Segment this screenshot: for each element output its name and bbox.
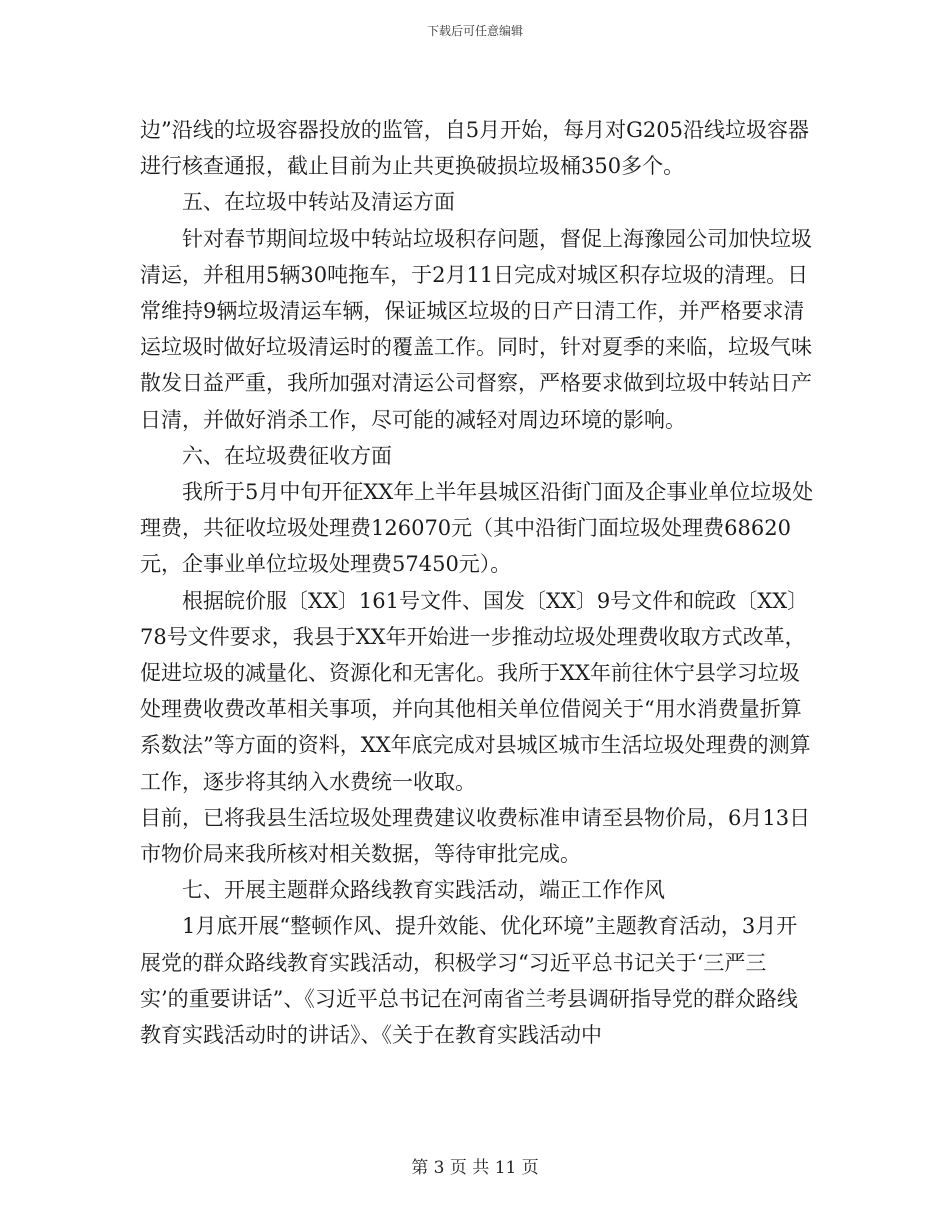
paragraph-fee-reform: 根据皖价服〔XX〕161号文件、国发〔XX〕9号文件和皖政〔XX〕78号文件要求，我县于XX年开始进一步推动垃圾处理费收取方式改革，促进垃圾的减量化、资源化和无害化。我所于XX年前往休宁县学习垃圾处理费收费改革相关事项，并向其他相关单位借阅关于“用水消费量折算系数法”等方面的资料，XX年底完成对县城区城市生活垃圾处理费的测算工作，逐步将其纳入水费统一收取。 (140, 588, 811, 794)
paragraph-education-activity: 1月底开展“整顿作风、提升效能、优化环境”主题教育活动，3月开展党的群众路线教育实践活动，积极学习“习近平总书记关于‘三严三实’的重要讲话”、《习近平总书记在河南省兰考县调研指导党的群众路线教育实践活动时的讲话》、《关于在教育实践活动中 (140, 914, 798, 1048)
paragraph-1: 边”沿线的垃圾容器投放的监管，自5月开始，每月对G205沿线垃圾容器进行核查通报，截止目前为止共更换破损垃圾桶350多个。 (140, 118, 809, 179)
page-footer: 第 3 页 共 11 页 (411, 1158, 539, 1178)
section-heading-6: 六、在垃圾费征收方面 (182, 443, 392, 468)
paragraph-fee-collection: 我所于5月中旬开征XX年上半年县城区沿街门面及企事业单位垃圾处理费，共征收垃圾处理费126070元（其中沿街门面垃圾处理费68620元，企事业单位垃圾处理费57450元）。 (140, 480, 814, 577)
section-heading-7: 七、开展主题群众路线教育实践活动，端正工作作风 (182, 878, 665, 903)
paragraph-transfer-station: 针对春节期间垃圾中转站垃圾积存问题，督促上海豫园公司加快垃圾清运，并租用5辆30吨拖车，于2月11日完成对城区积存垃圾的清理。日常维持9辆垃圾清运车辆，保证城区垃圾的日产日清工作，并严格要求清运垃圾时做好垃圾清运时的覆盖工作。同时，针对夏季的来临，垃圾气味散发日益严重，我所加强对清运公司督察，严格要求做到垃圾中转站日产日清，并做好消杀工作，尽可能的减轻对周边环境的影响。 (140, 226, 812, 432)
page-header: 下载后可任意编辑 (426, 24, 523, 38)
document-body (140, 112, 815, 1053)
paragraph-current-status: 目前，已将我县生活垃圾处理费建议收费标准申请至县物价局，6月13日市物价局来我所核对相关数据，等待审批完成。 (140, 805, 811, 867)
section-heading-5: 五、在垃圾中转站及清运方面 (182, 190, 455, 215)
